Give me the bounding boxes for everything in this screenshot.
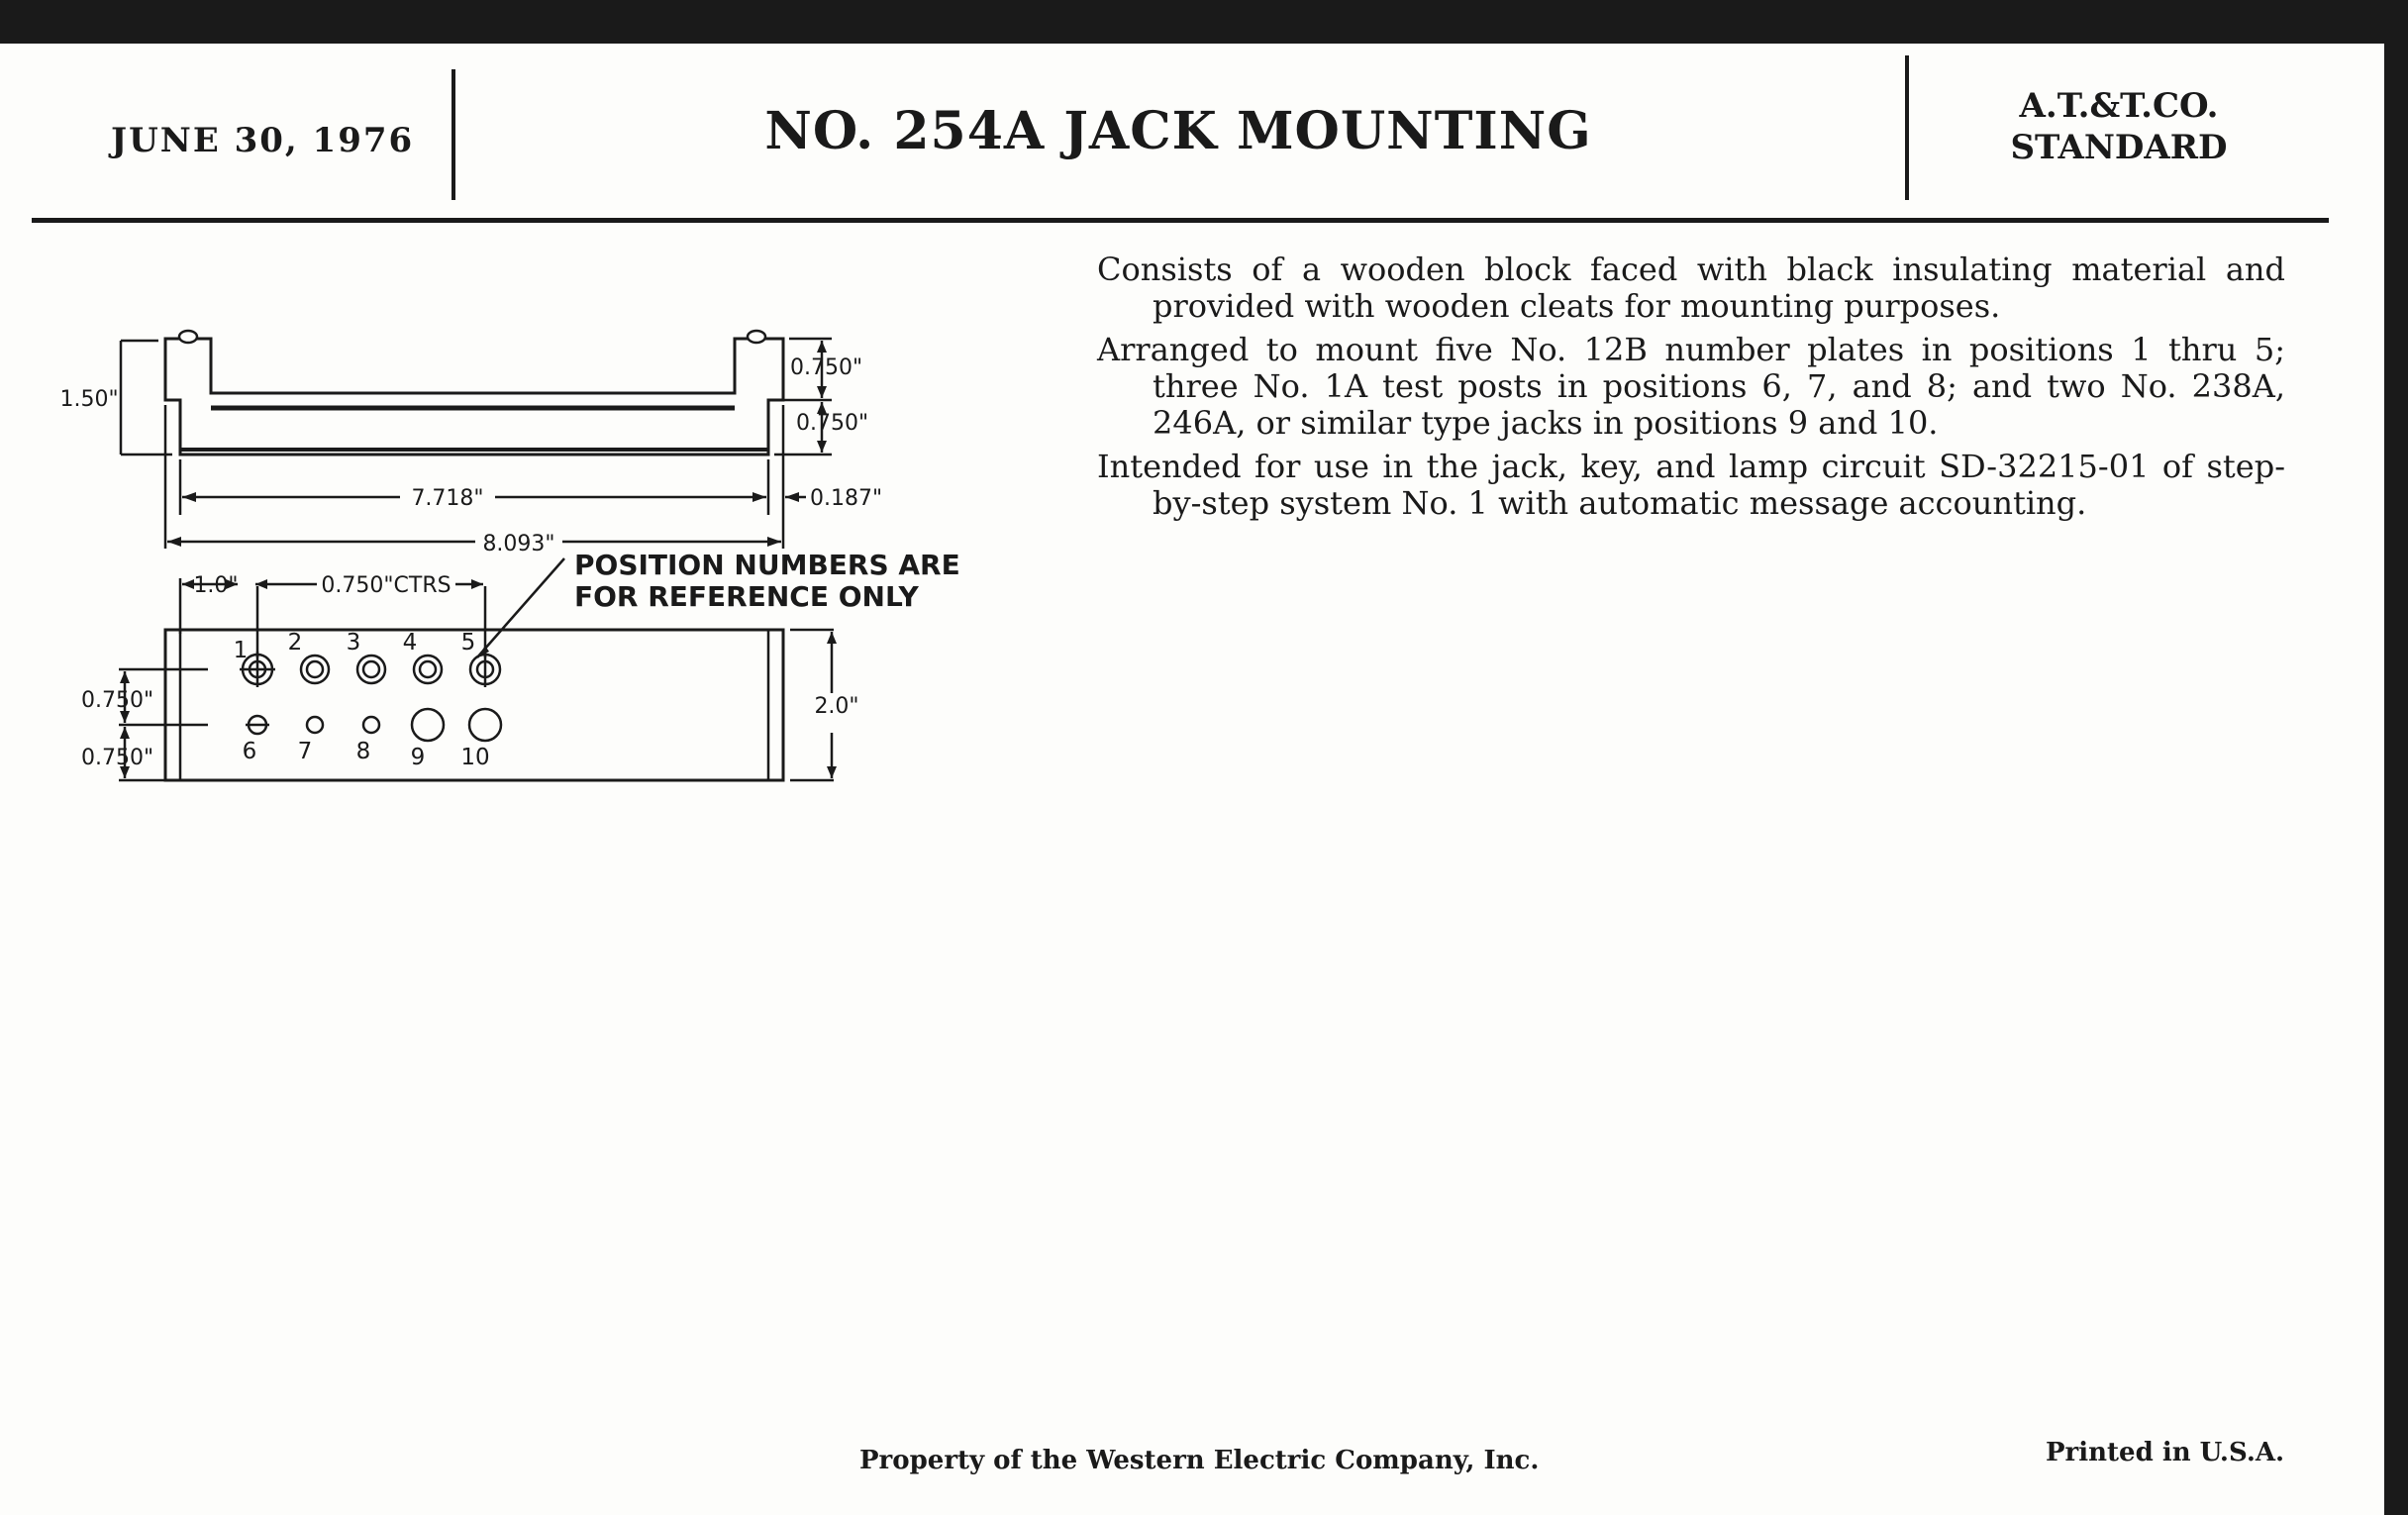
- position-number: 3: [346, 630, 361, 656]
- side-view: [121, 331, 832, 549]
- dim-row-top: 0.750": [81, 688, 154, 713]
- header-rule: [32, 218, 2329, 223]
- page-title: NO. 254A JACK MOUNTING: [764, 101, 1592, 161]
- dim-front-height: 2.0": [814, 694, 859, 719]
- dim-cleat-bottom: 0.750": [796, 411, 869, 436]
- standard-sheet: [0, 44, 2384, 1515]
- dim-overall-length: 8.093": [482, 532, 555, 556]
- dim-centers: 0.750"CTRS: [321, 573, 452, 598]
- dim-row-bottom: 0.750": [81, 746, 154, 770]
- header-divider-right: [1905, 55, 1909, 200]
- dim-cleat-top: 0.750": [790, 355, 863, 380]
- dim-cleat-width: 0.187": [810, 486, 883, 511]
- position-number: 1: [233, 638, 249, 663]
- footer-property: Property of the Western Electric Company, Inc.: [859, 1446, 1540, 1475]
- standard-label: [1941, 85, 2297, 168]
- description-paragraph: Arranged to mount five No. 12B number plates in positions 1 thru 5; three No. 1A test posts in positions 6, 7, and 8; and two No. 238A, 246A, or similar type jacks in positions 9 and 10.: [1097, 331, 2285, 442]
- dim-first-offset: 1.0": [193, 573, 239, 598]
- description: [1097, 252, 2285, 529]
- description-paragraph: Intended for use in the jack, key, and lamp circuit SD-32215-01 of step-by-step system No. 1 with automatic message accounting.: [1097, 448, 2285, 522]
- position-number: 10: [460, 745, 490, 770]
- standard-line-1: A.T.&T.CO.: [2019, 86, 2219, 126]
- position-number: 4: [402, 630, 418, 656]
- position-number: 2: [287, 630, 303, 656]
- position-number: 9: [410, 745, 426, 770]
- dim-height-total: 1.50": [59, 387, 119, 412]
- jack-mounting-drawing: [59, 281, 1020, 796]
- dim-inner-length: 7.718": [411, 486, 484, 511]
- note-line-1: POSITION NUMBERS ARE: [574, 549, 960, 581]
- description-paragraph: Consists of a wooden block faced with black insulating material and provided with wooden cleats for mounting purposes.: [1097, 251, 2285, 325]
- issue-date: JUNE 30, 1976: [111, 121, 415, 160]
- position-number: 6: [242, 739, 257, 764]
- footer-printed: Printed in U.S.A.: [2046, 1438, 2285, 1467]
- position-number: 8: [355, 739, 371, 764]
- position-number: 7: [297, 739, 313, 764]
- note-line-2: FOR REFERENCE ONLY: [574, 580, 919, 613]
- position-number: 5: [460, 630, 476, 656]
- standard-line-2: STANDARD: [2010, 128, 2228, 167]
